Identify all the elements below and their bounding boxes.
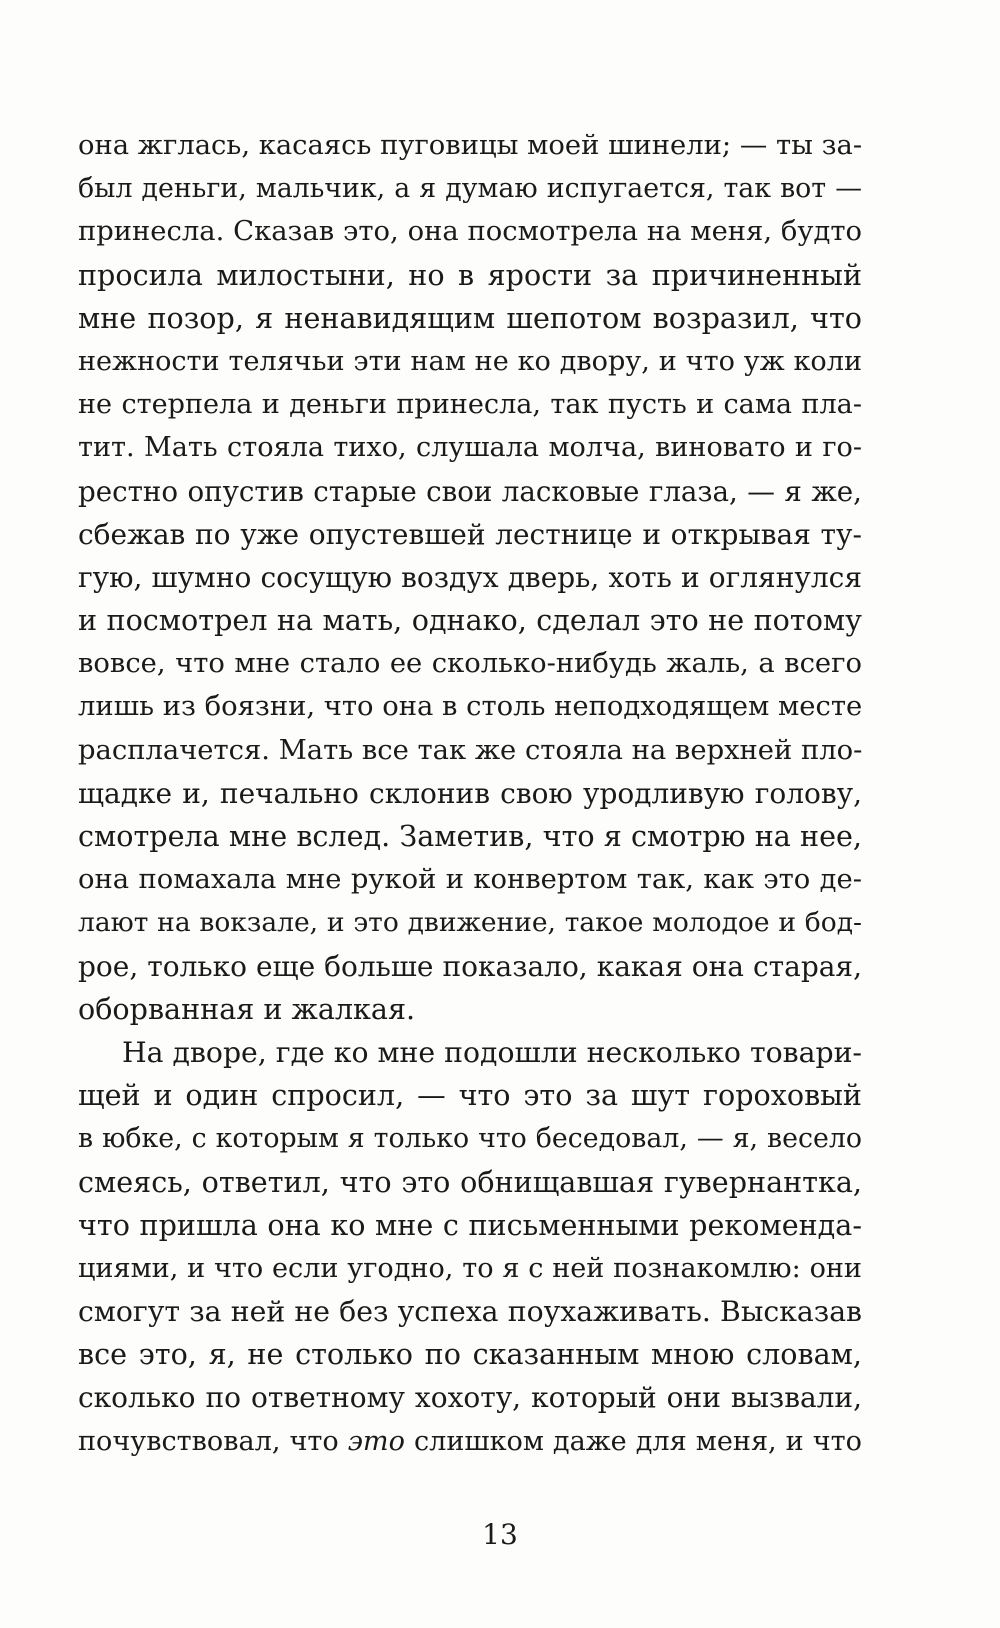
text-line: и посмотрел на мать, однако, сделал это не потому <box>78 603 862 638</box>
text-line: вовсе, что мне стало ее сколько-нибудь жаль, а всего <box>78 648 862 680</box>
text-line: гую, шумно сосущую воздух дверь, хоть и оглянулся <box>78 560 862 594</box>
text-line: принесла. Сказав это, она посмотрела на меня, будто <box>78 216 862 248</box>
page-number: 13 <box>482 1518 518 1551</box>
text-line: щей и один спросил, — что это за шут гороховый <box>78 1078 862 1113</box>
text-line: расплачется. Мать все так же стояла на верхней пло- <box>78 734 863 766</box>
text-line: щадке и, печально склонив свою уродливую голову, <box>78 776 862 810</box>
text-line: На дворе, где ко мне подошли несколько товари- <box>122 1035 862 1069</box>
text-line: был деньги, мальчик, а я думаю испугается, так вот — <box>78 173 862 205</box>
text-line: рое, только еще больше показало, какая она старая, <box>78 949 862 983</box>
text-line: все это, я, не столько по сказанным мною словам, <box>78 1337 862 1372</box>
text-segment: почувствовал, что <box>78 1425 348 1457</box>
text-line: она жглась, касаясь пуговицы моей шинели; — ты за- <box>78 130 863 161</box>
italic-word: это <box>347 1425 405 1457</box>
text-line: мне позор, я ненавидящим шепотом возразил, что <box>78 300 862 335</box>
paragraph-2 <box>78 1031 862 1463</box>
text-line: сбежав по уже опустевшей лестнице и открывая ту- <box>78 517 862 551</box>
text-line: сколько по ответному хохоту, который они вызвали, <box>78 1381 862 1415</box>
text-line: смогут за ней не без успеха поухаживать. Высказав <box>78 1295 862 1329</box>
text-line: в юбке, с которым я только что беседовал, — я, весело <box>78 1123 862 1155</box>
body-text <box>78 124 862 1463</box>
text-line: лают на вокзале, и это движение, такое молодое и бод- <box>78 907 862 939</box>
text-line: лишь из боязни, что она в столь неподходящем месте <box>78 691 863 723</box>
text-line: она помахала мне рукой и конвертом так, как это де- <box>78 864 862 896</box>
text-line: тит. Мать стояла тихо, слушала молча, виновато и го- <box>78 432 862 464</box>
text-line: что пришла она ко мне с письменными рекоменда- <box>78 1207 862 1242</box>
text-line: оборванная и жалкая. <box>78 991 416 1026</box>
paragraph-1 <box>78 124 862 1031</box>
text-line: циями, и что если угодно, то я с ней познакомлю: они <box>78 1252 862 1284</box>
text-line: нежности телячьи эти нам не ко двору, и что уж коли <box>78 345 862 377</box>
text-line: смотрела мне вслед. Заметив, что я смотрю на нее, <box>78 819 862 853</box>
text-line: не стерпела и деньги принесла, так пусть и сама пла- <box>78 389 862 421</box>
text-line: рестно опустив старые свои ласковые глаза, — я же, <box>78 474 862 508</box>
text-line: просила милостыни, но в ярости за причиненный <box>78 257 862 292</box>
text-line: смеясь, ответил, что это обнищавшая гувернантка, <box>78 1164 862 1199</box>
text-segment: слишком даже для меня, и что <box>404 1425 862 1457</box>
text-line <box>78 1420 862 1463</box>
